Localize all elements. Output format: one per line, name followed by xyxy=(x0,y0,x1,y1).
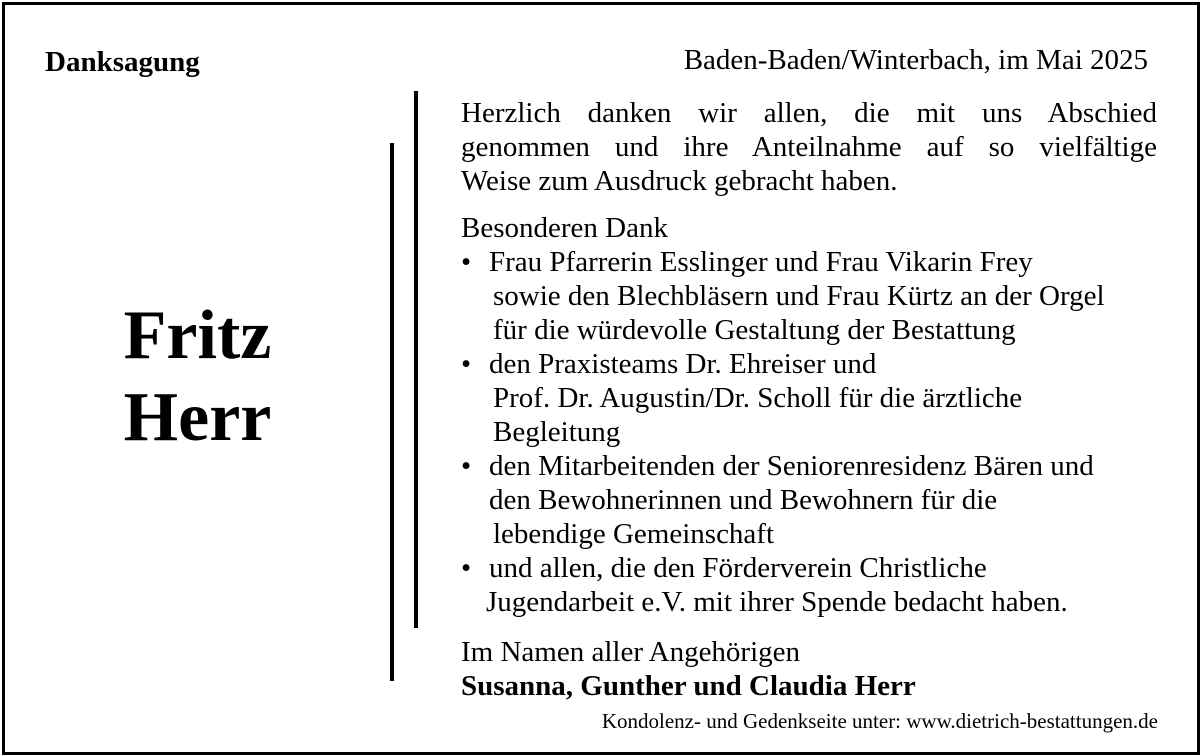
intro-line: genommen und ihre Anteilnahme auf so vielfältige xyxy=(461,131,1157,163)
place-date: Baden-Baden/Winterbach, im Mai 2025 xyxy=(683,44,1148,76)
thanks-list-item xyxy=(461,551,1157,619)
thanks-list-item xyxy=(461,449,1157,551)
intro-line: Herzlich danken wir allen, die mit uns Abschied xyxy=(461,97,1157,129)
notice-heading: Danksagung xyxy=(45,46,200,78)
signers-names: Susanna, Gunther und Claudia Herr xyxy=(461,670,916,702)
bullet-icon: • xyxy=(461,450,472,482)
thanks-line: sowie den Blechbläsern und Frau Kürtz an der Orgel xyxy=(493,280,1105,312)
bullet-icon: • xyxy=(461,552,472,584)
thanks-line: für die würdevolle Gestaltung der Bestattung xyxy=(493,314,1016,346)
divider-rule-right xyxy=(414,91,418,628)
thanks-line: Frau Pfarrerin Esslinger und Frau Vikarin Frey xyxy=(489,246,1033,278)
thanks-list-item xyxy=(461,245,1157,347)
special-thanks-title: Besonderen Dank xyxy=(461,212,668,244)
thanks-line: Jugendarbeit e.V. mit ihrer Spende bedacht haben. xyxy=(486,586,1068,618)
thanks-line: den Mitarbeitenden der Seniorenresidenz Bären und xyxy=(489,450,1094,482)
thanks-list xyxy=(461,245,1157,619)
deceased-name xyxy=(95,295,300,459)
thanks-line: Begleitung xyxy=(493,416,621,448)
thanks-line: den Praxisteams Dr. Ehreiser und xyxy=(489,348,877,380)
bullet-icon: • xyxy=(461,246,472,278)
condolence-footer: Kondolenz- und Gedenkseite unter: www.dietrich-bestattungen.de xyxy=(601,709,1158,733)
divider-rule-left xyxy=(390,143,394,681)
deceased-first-name: Fritz xyxy=(123,297,272,374)
thanks-line: den Bewohnerinnen und Bewohnern für die xyxy=(489,484,998,516)
intro-paragraph xyxy=(461,96,1157,198)
thanks-line: und allen, die den Förderverein Christliche xyxy=(489,552,987,584)
thanks-line: lebendige Gemeinschaft xyxy=(493,518,775,550)
thanks-line: Prof. Dr. Augustin/Dr. Scholl für die ärztliche xyxy=(493,382,1023,414)
thanks-list-item xyxy=(461,347,1157,449)
intro-line: Weise zum Ausdruck gebracht haben. xyxy=(461,165,898,197)
bullet-icon: • xyxy=(461,348,472,380)
deceased-last-name: Herr xyxy=(123,379,272,456)
thanks-text-column xyxy=(461,96,1157,703)
closing-line: Im Namen aller Angehörigen xyxy=(461,636,801,668)
